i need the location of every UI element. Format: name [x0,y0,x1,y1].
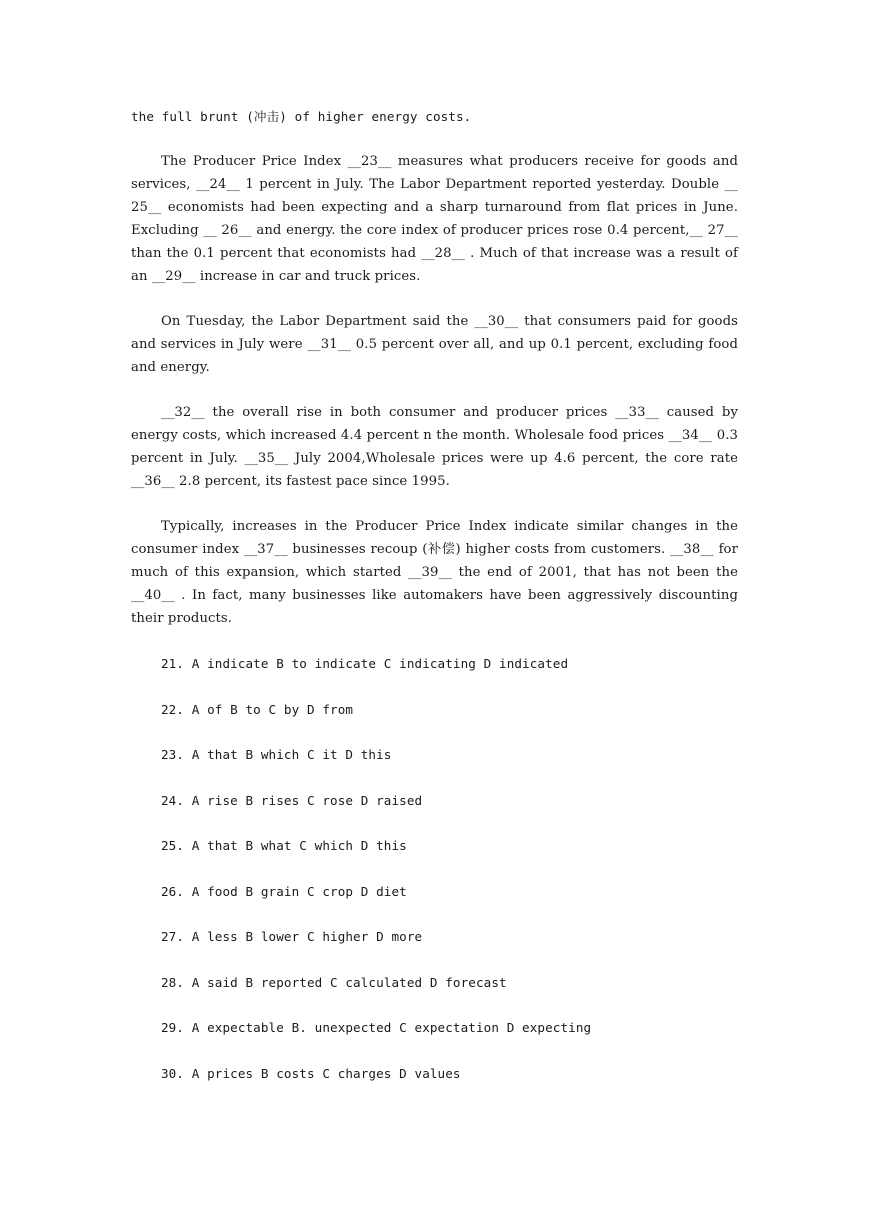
document-page [131,105,738,1107]
question-28: 28. A said B reported C calculated D forecast [161,974,507,990]
question-list [131,652,738,1085]
question-24: 24. A rise B rises C rose D raised [161,792,423,808]
passage-paragraph-2: On Tuesday, the Labor Department said the __30__ that consumers paid for goods and services in July were __31__ 0.5 percent over all, and up 0.1 percent, excluding food and energy. [131,314,738,375]
question-27: 27. A less B lower C higher D more [161,929,423,944]
question-25: 25. A that B what C which D this [161,838,407,853]
passage-paragraph-3: __32__ the overall rise in both consumer and producer prices __33__ caused by energy costs, which increased 4.4 percent n the month. Wholesale food prices __34__ 0.3 percent in July. __35__ July 2004,Wholesale prices were up 4.6 percent, the core rate __36__ 2.8 percent, its fastest pace since 1995. [131,405,738,489]
passage-paragraph-1: The Producer Price Index __23__ measures what producers receive for goods and services, __24__ 1 percent in July. The Labor Department reported yesterday. Double __ 25__ economists had been expecting and a sharp turnaround from flat prices in June. Excluding __ 26__ and energy. the core index of producer prices rose 0.4 percent,__ 27__ than the 0.1 percent that economists had __28__ . Much of that increase was a result of an __29__ increase in car and truck prices. [131,154,738,284]
passage-paragraph-4: Typically, increases in the Producer Price Index indicate similar changes in the consumer index __37__ businesses recoup (补偿) higher costs from customers. __38__ for much of this expansion, which started __39__ the end of 2001, that has not been the __40__ . In fact, many businesses like automakers have been aggressively discounting their products. [131,519,738,626]
question-22: 22. A of B to C by D from [161,701,354,717]
passage-paragraph-0: the full brunt (冲击) of higher energy costs. [131,109,472,124]
question-29: 29. A expectable B. unexpected C expectation D expecting [161,1020,592,1035]
question-21: 21. A indicate B to indicate C indicating D indicated [161,656,569,671]
question-30: 30. A prices B costs C charges D values [161,1065,461,1081]
question-26: 26. A food B grain C crop D diet [161,883,407,899]
question-23: 23. A that B which C it D this [161,747,392,762]
